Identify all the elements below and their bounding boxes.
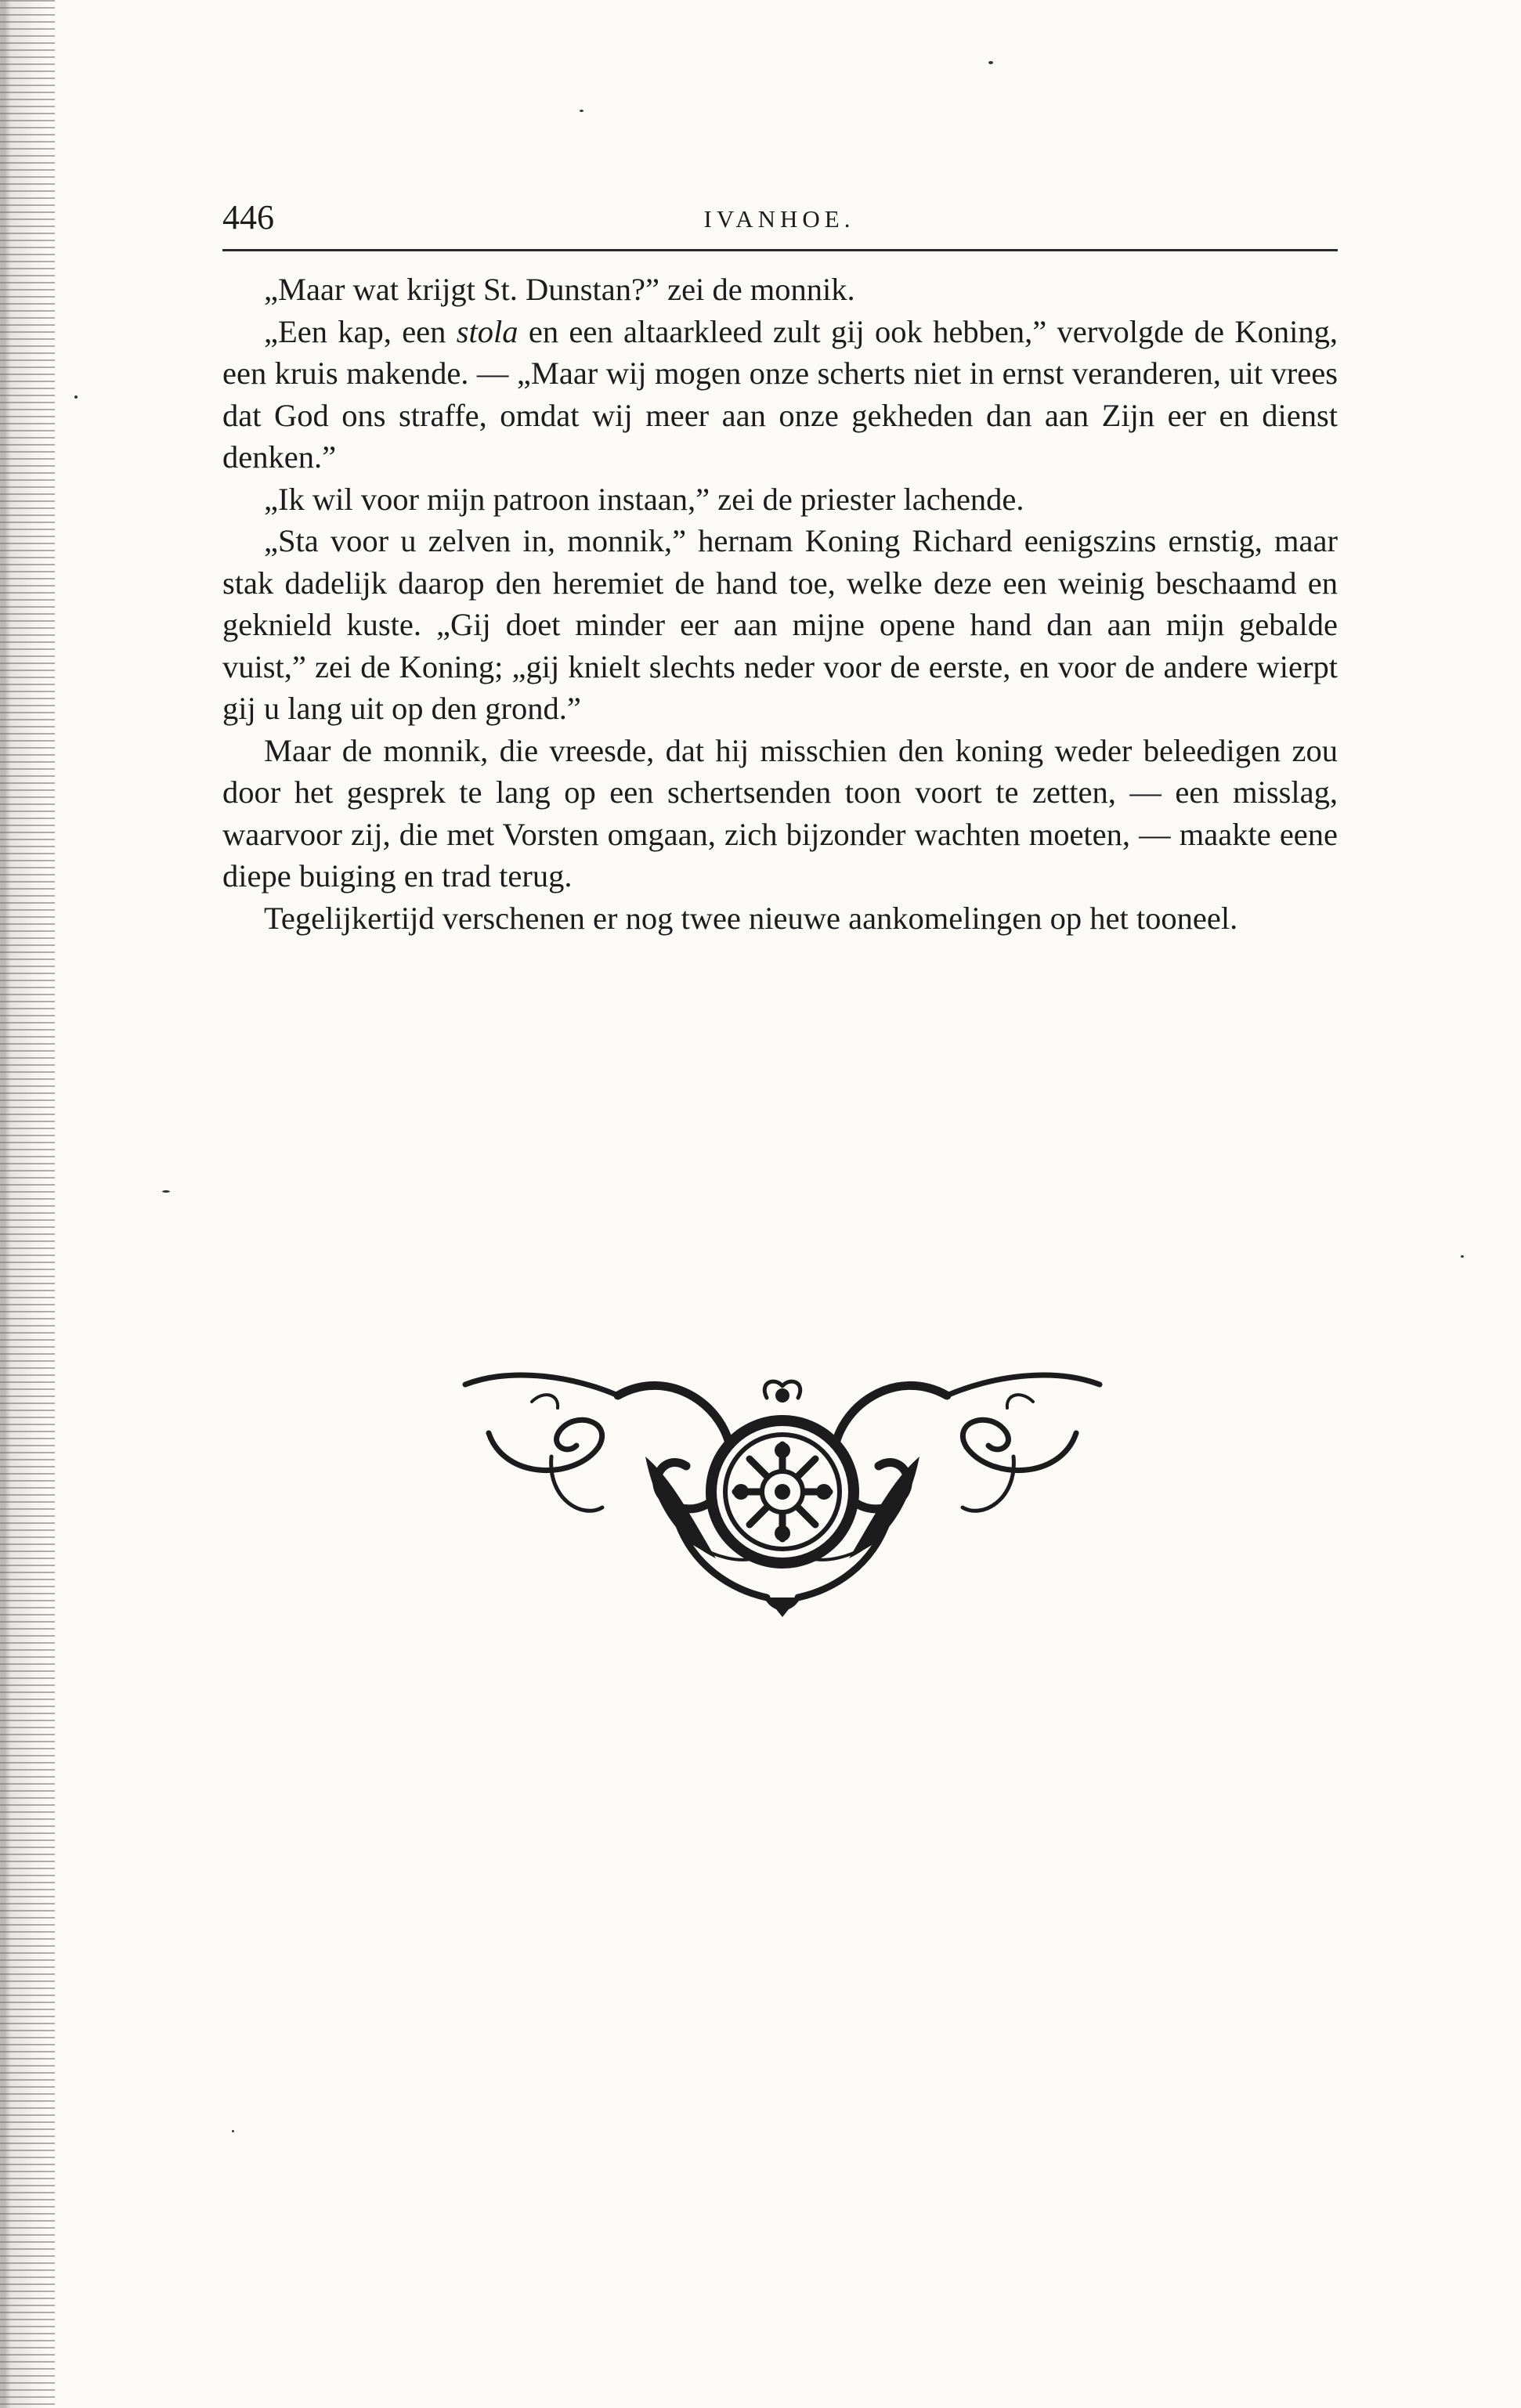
paragraph (222, 311, 1338, 478)
running-head (222, 194, 1336, 241)
paragraph (222, 730, 1338, 897)
ornamental-tailpiece-icon (457, 1363, 1107, 1621)
text-run: „Maar wat krijgt St. Dunstan?” zei de monnik. (264, 272, 855, 307)
paper-speck (232, 2130, 234, 2132)
paper-speck (1461, 1255, 1464, 1258)
text-run: en een altaarkleed zult gij ook hebben,” vervolgde de Koning, een kruis makende. — „Maar wij mogen onze scherts niet in ernst veranderen, uit vrees dat God ons straffe, omdat wij meer aan onze gekheden dan aan Zijn eer en dienst denken.” (222, 313, 1338, 475)
page-binding-edge (0, 0, 55, 2408)
page-number: 446 (222, 198, 274, 236)
paragraph (222, 897, 1338, 940)
text-run: „Een kap, een (264, 313, 457, 349)
text-run: „Ik wil voor mijn patroon instaan,” zei de priester lachende. (264, 481, 1024, 517)
body-text (222, 269, 1338, 939)
paper-speck (580, 110, 583, 112)
paper-speck (74, 395, 78, 399)
text-run: „Sta voor u zelven in, monnik,” hernam Koning Richard eenigszins ernstig, maar stak dadelijk daarop den heremiet de hand toe, welke deze een weinig beschaamd en geknield kuste. „Gij doet minder eer aan mijne opene hand dan aan mijn gebalde vuist,” zei de Koning; „gij knielt slechts neder voor de eerste, en voor de andere wierpt gij u lang uit op den grond.” (222, 523, 1338, 726)
text-run: Tegelijkertijd verschenen er nog twee nieuwe aankomelingen op het tooneel. (264, 900, 1238, 936)
italic-text-run: stola (456, 313, 518, 349)
text-run: Maar de monnik, die vreesde, dat hij misschien den koning weder beleedigen zou door het gesprek te lang op een schertsenden toon voort te zetten, — een misslag, waarvoor zij, die met Vorsten omgaan, zich bijzonder wachten moeten, — maakte eene diepe buiging en trad terug. (222, 732, 1338, 894)
paragraph (222, 478, 1338, 521)
paper-speck (162, 1190, 170, 1193)
paragraph (222, 520, 1338, 730)
book-title: IVANHOE. (703, 205, 855, 233)
paragraph (222, 269, 1338, 311)
header-rule (222, 249, 1338, 251)
paper-speck (988, 61, 993, 64)
